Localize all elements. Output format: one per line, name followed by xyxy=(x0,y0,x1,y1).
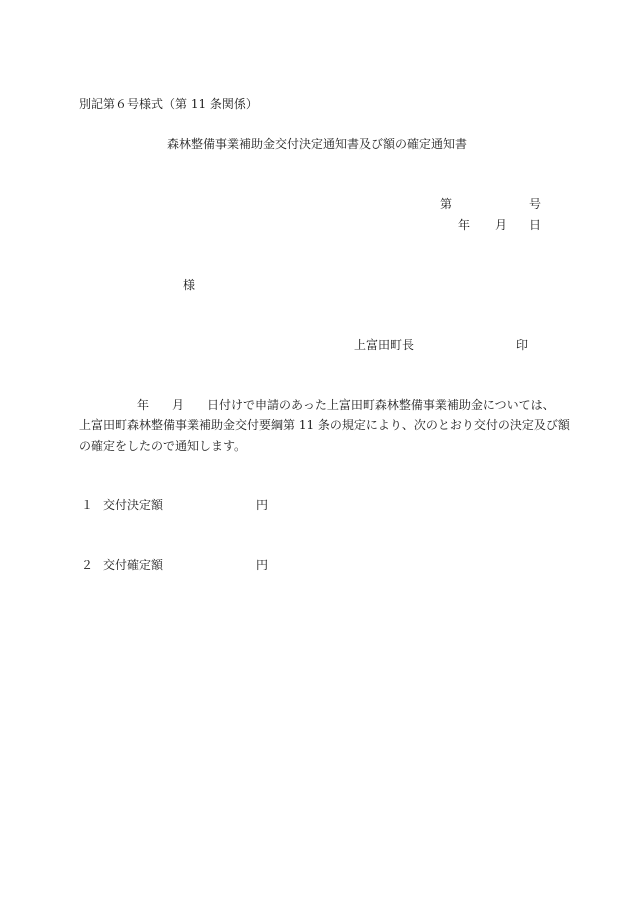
item-label: 交付確定額 xyxy=(103,558,164,572)
item-unit: 円 xyxy=(256,498,269,512)
item-number: １ xyxy=(81,498,94,512)
body-line-3: の確定をしたので通知します。 xyxy=(79,439,247,453)
date-year-label: 年 xyxy=(458,218,471,232)
body-month-label: 月 xyxy=(172,398,185,412)
date-month-label: 月 xyxy=(495,218,508,232)
body-line-2: 上富田町森林整備事業補助金交付要綱第 11 条の規定により、次のとおり交付の決定及び額 xyxy=(79,418,570,432)
issuer-name: 上富田町長 xyxy=(354,338,415,352)
form-id-label: 別記第６号様式（第 11 条関係） xyxy=(79,97,258,111)
item-unit: 円 xyxy=(256,558,269,572)
date-day-label: 日 xyxy=(529,218,542,232)
item-number: ２ xyxy=(81,558,94,572)
document-title: 森林整備事業補助金交付決定通知書及び額の確定通知書 xyxy=(167,137,468,151)
item-label: 交付決定額 xyxy=(103,498,164,512)
addressee-suffix: 様 xyxy=(183,278,196,292)
number-suffix: 号 xyxy=(529,197,542,211)
body-year-label: 年 xyxy=(137,398,150,412)
body-line-1-text: 日付けで申請のあった上富田町森林整備事業補助金については、 xyxy=(207,398,555,412)
seal-mark: 印 xyxy=(516,338,529,352)
number-prefix: 第 xyxy=(440,197,453,211)
